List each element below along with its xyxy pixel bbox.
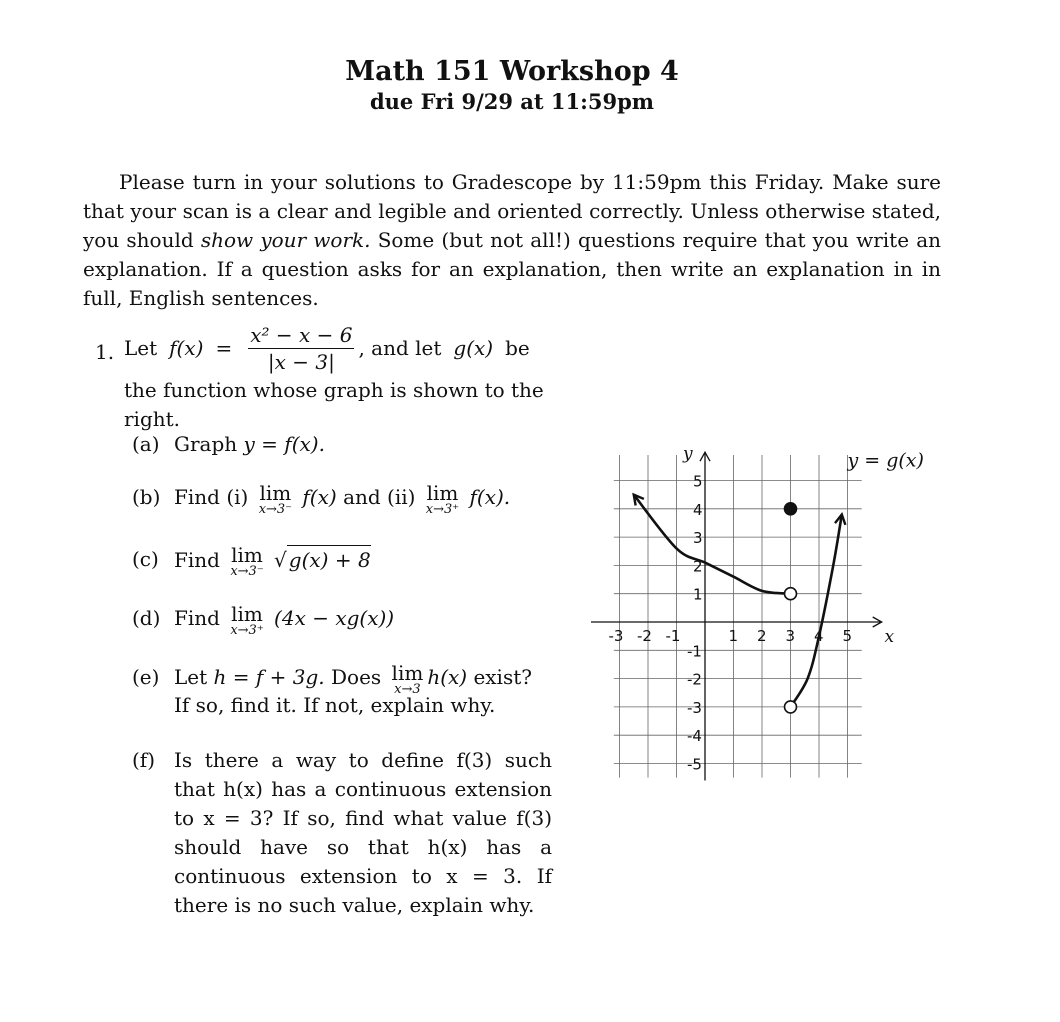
limit-2-sub: x→3⁺ bbox=[425, 502, 460, 517]
part-a-expr: y = f(x). bbox=[243, 432, 325, 456]
part-c-label: (c) bbox=[132, 547, 159, 571]
x-tick-label: -2 bbox=[637, 627, 652, 645]
let-word: Let bbox=[124, 335, 158, 360]
part-d-expr: (4x − xg(x)) bbox=[274, 606, 395, 630]
part-e-label: (e) bbox=[132, 665, 160, 689]
part-e-hx: h(x) bbox=[427, 665, 468, 689]
part-e-pre: Let bbox=[174, 665, 208, 689]
part-b-and: and (ii) bbox=[343, 485, 416, 509]
part-b-expr1: f(x) bbox=[302, 485, 337, 509]
intro-emphasis: show your work. bbox=[200, 228, 371, 252]
y-tick-label: 3 bbox=[693, 529, 703, 548]
part-c-find: Find bbox=[174, 548, 220, 572]
y-tick-label: -4 bbox=[687, 727, 702, 746]
part-e-line2: If so, find it. If not, explain why. bbox=[174, 693, 496, 717]
be-word: be bbox=[505, 335, 530, 360]
y-tick-label: -2 bbox=[687, 670, 702, 689]
equals-sign: = bbox=[215, 335, 233, 360]
x-axis-label: x bbox=[884, 627, 895, 647]
part-e-expr: h = f + 3g. bbox=[213, 665, 325, 689]
open-point bbox=[785, 588, 797, 600]
x-tick-label: 2 bbox=[757, 627, 767, 645]
part-b-find: Find (i) bbox=[174, 485, 249, 509]
y-tick-label: 1 bbox=[693, 585, 703, 604]
y-tick-label: -3 bbox=[687, 698, 702, 717]
x-tick-label: 4 bbox=[814, 627, 824, 645]
filled-point bbox=[785, 503, 797, 515]
part-d-find: Find bbox=[174, 606, 220, 630]
limit-1-operator: lim bbox=[259, 481, 292, 505]
part-e-exist: exist? bbox=[473, 665, 532, 689]
y-tick-label: -5 bbox=[687, 755, 702, 774]
part-a-label: (a) bbox=[132, 432, 160, 456]
intro-text-a: Please turn in your solutions to Gradescope by 11:59pm this Friday. Make sure that your scan is a clear and legible and oriented correctly. Unless otherwise stated, you should bbox=[83, 170, 941, 252]
part-a-text: Graph bbox=[174, 432, 238, 456]
limit-d-sub: x→3⁺ bbox=[230, 623, 264, 638]
y-tick-label: 4 bbox=[693, 500, 703, 519]
limit-e-operator: lim bbox=[391, 661, 424, 685]
x-tick-label: -1 bbox=[665, 627, 681, 645]
x-tick-label: 5 bbox=[842, 627, 853, 645]
page-title: Math 151 Workshop 4 bbox=[345, 56, 679, 87]
y-tick-label: 2 bbox=[693, 557, 703, 576]
x-tick-label: -3 bbox=[608, 627, 624, 645]
limit-c-operator: lim bbox=[231, 543, 263, 567]
part-f-text: Is there a way to define f(3) such that h(x) has a continuous extension to x = 3? If so, find what value f(3) should have so that h(x) has a continuous extension to x = 3. If there is no such value, explain why. bbox=[174, 748, 552, 917]
sqrt-symbol: √ bbox=[274, 548, 287, 572]
g-curve-right bbox=[791, 514, 842, 706]
graph-title: y = g(x) bbox=[847, 449, 924, 472]
f-of-x: f(x) bbox=[169, 335, 204, 360]
and-let: , and let bbox=[358, 335, 442, 360]
part-d-label: (d) bbox=[132, 606, 161, 630]
problem-number: 1. bbox=[95, 340, 115, 364]
open-point bbox=[785, 701, 797, 713]
x-tick-label: 3 bbox=[785, 627, 796, 645]
y-tick-label: 5 bbox=[693, 472, 703, 491]
y-tick-label: -1 bbox=[687, 642, 702, 661]
fraction-denominator: |x − 3| bbox=[267, 349, 335, 374]
part-f-label: (f) bbox=[132, 748, 156, 772]
part-e-does: Does bbox=[331, 665, 382, 689]
limit-e-sub: x→3 bbox=[394, 682, 421, 697]
g-curve-left bbox=[634, 495, 791, 594]
g-of-x: g(x) bbox=[453, 335, 494, 360]
limit-2-operator: lim bbox=[426, 481, 459, 505]
limit-c-sub: x→3⁻ bbox=[230, 564, 264, 579]
part-b-label: (b) bbox=[132, 485, 161, 509]
intro-text-b: Some (but not all!) questions require that you write an explanation. If a question asks for an explanation, then write an explanation in in full, English sentences. bbox=[83, 228, 942, 310]
due-date: due Fri 9/29 at 11:59pm bbox=[369, 89, 655, 114]
limit-1-sub: x→3⁻ bbox=[258, 502, 293, 517]
statement-rest: the function whose graph is shown to the right. bbox=[124, 378, 544, 431]
limit-d-operator: lim bbox=[231, 602, 263, 626]
part-b-expr2: f(x). bbox=[469, 485, 511, 509]
y-axis-label: y bbox=[683, 444, 693, 465]
x-tick-label: 1 bbox=[728, 627, 739, 645]
part-c-expr: g(x) + 8 bbox=[287, 545, 371, 575]
fraction-numerator: x² − x − 6 bbox=[250, 322, 353, 347]
